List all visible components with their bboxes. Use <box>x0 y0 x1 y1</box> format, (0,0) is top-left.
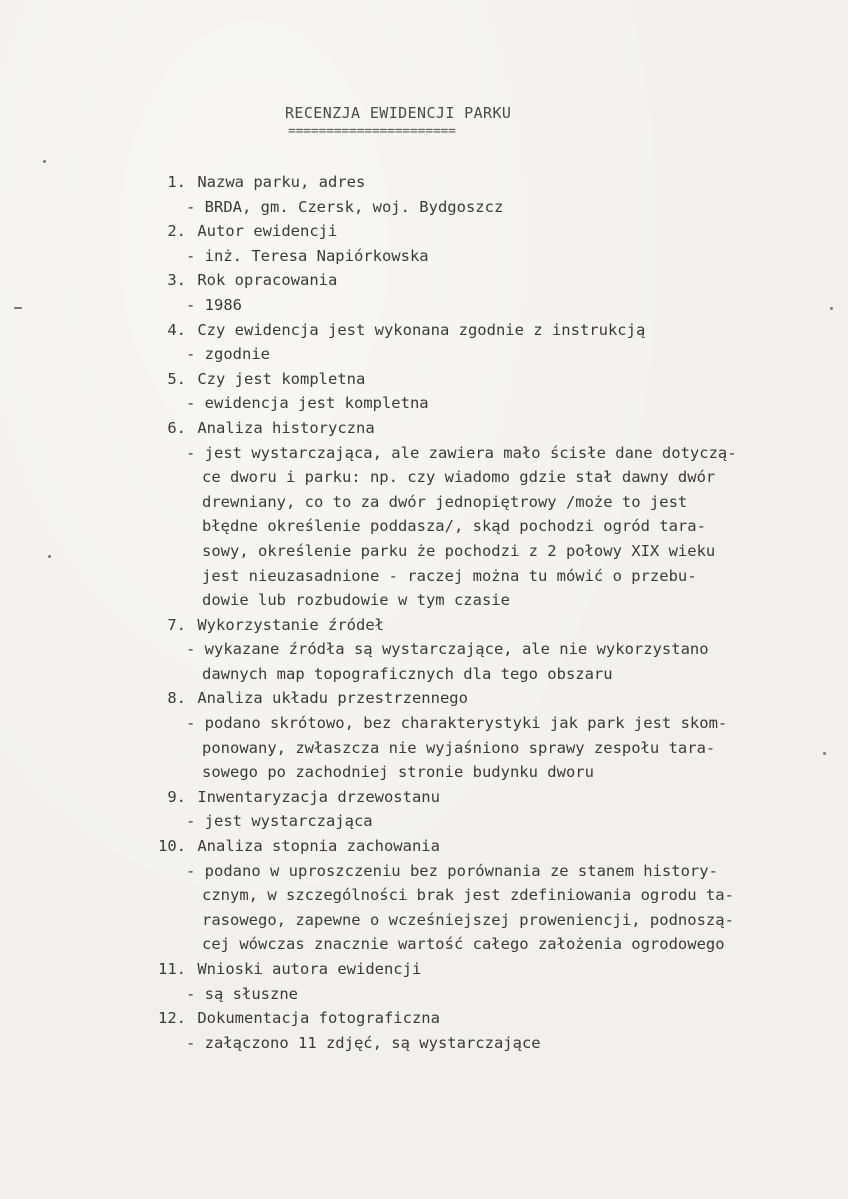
item-heading: Analiza układu przestrzennego <box>197 689 468 708</box>
line-13: ce dworu i parku: np. czy wiadomo gdzie stał dawny dwór <box>202 468 716 487</box>
line-22 <box>140 686 830 711</box>
line-23: - podano skrótowo, bez charakterystyki jak park jest skom- <box>186 714 728 733</box>
line-36: - załączono 11 zdjęć, są wystarczające <box>186 1033 541 1052</box>
item-number: 6. <box>167 418 186 437</box>
line-1 <box>140 170 830 195</box>
item-number: 10. <box>158 837 186 856</box>
line-15: błędne określenie poddasza/, skąd pochodzi ogród tara- <box>202 517 706 536</box>
line-35 <box>140 1006 830 1031</box>
line-26 <box>140 785 830 810</box>
line-6: - 1986 <box>186 295 242 314</box>
line-30: cznym, w szczególności brak jest zdefiniowania ogrodu ta- <box>202 886 734 905</box>
line-25: sowego po zachodniej stronie budynku dworu <box>202 763 594 782</box>
line-21: dawnych map topograficznych dla tego obszaru <box>202 664 613 683</box>
item-heading: Czy jest kompletna <box>197 369 366 388</box>
line-17: jest nieuzasadnione - raczej można tu mówić o przebu- <box>202 566 697 585</box>
line-10: - ewidencja jest kompletna <box>186 394 429 413</box>
item-number: 3. <box>167 271 186 290</box>
item-heading: Analiza stopnia zachowania <box>197 837 440 856</box>
line-34: - są słuszne <box>186 984 298 1003</box>
item-heading: Wnioski autora ewidencji <box>197 960 422 978</box>
item-number: 8. <box>167 689 186 708</box>
line-31: rasowego, zapewne o wcześniejszej proweniencji, podnoszą- <box>202 910 734 929</box>
paper-speck <box>14 307 22 309</box>
title-underline: ====================== <box>288 124 456 139</box>
paper-speck <box>43 160 46 163</box>
line-9 <box>140 367 830 392</box>
line-24: ponowany, zwłaszcza nie wyjaśniono sprawy zespołu tara- <box>202 738 716 757</box>
paper-speck <box>823 752 826 755</box>
line-19 <box>140 613 830 638</box>
line-20: - wykazane źródła są wystarczające, ale nie wykorzystano <box>186 640 709 659</box>
item-number: 7. <box>167 615 186 634</box>
item-number: 1. <box>167 173 186 191</box>
line-2: - BRDA, gm. Czersk, woj. Bydgoszcz <box>186 197 504 216</box>
line-7 <box>140 318 830 343</box>
item-heading: Inwentaryzacja drzewostanu <box>197 787 440 806</box>
line-11 <box>140 416 830 441</box>
line-8: - zgodnie <box>186 345 270 364</box>
item-heading: Nazwa parku, adres <box>197 173 366 191</box>
paper-speck <box>48 555 51 558</box>
paper-speck <box>830 307 833 310</box>
line-27: - jest wystarczająca <box>186 812 373 831</box>
item-heading: Czy ewidencja jest wykonana zgodnie z instrukcją <box>197 320 646 339</box>
line-28 <box>140 834 830 859</box>
line-14: drewniany, co to za dwór jednopiętrowy /może to jest <box>202 492 688 511</box>
item-number: 11. <box>158 960 186 978</box>
item-number: 5. <box>167 369 186 388</box>
item-number: 4. <box>167 320 186 339</box>
page-title: RECENZJA EWIDENCJI PARKU <box>285 104 512 122</box>
item-number: 12. <box>158 1009 186 1028</box>
line-32: cej wówczas znacznie wartość całego założenia ogrodowego <box>202 935 725 954</box>
item-heading: Rok opracowania <box>197 271 338 290</box>
item-heading: Dokumentacja fotograficzna <box>197 1009 440 1028</box>
line-18: dowie lub rozbudowie w tym czasie <box>202 591 510 610</box>
item-heading: Wykorzystanie źródeł <box>197 615 384 634</box>
line-33 <box>140 957 830 982</box>
line-12: - jest wystarczająca, ale zawiera mało ścisłe dane dotyczą- <box>186 443 737 462</box>
item-number: 9. <box>167 787 186 806</box>
item-heading: Analiza historyczna <box>197 418 375 437</box>
line-16: sowy, określenie parku że pochodzi z 2 połowy XIX wieku <box>202 541 716 560</box>
item-number: 2. <box>167 222 186 241</box>
line-3 <box>140 219 830 244</box>
line-5 <box>140 268 830 293</box>
line-4: - inż. Teresa Napiórkowska <box>186 246 429 265</box>
review-content <box>140 170 830 1055</box>
item-heading: Autor ewidencji <box>197 222 338 241</box>
line-29: - podano w uproszczeniu bez porównania ze stanem history- <box>186 861 718 880</box>
